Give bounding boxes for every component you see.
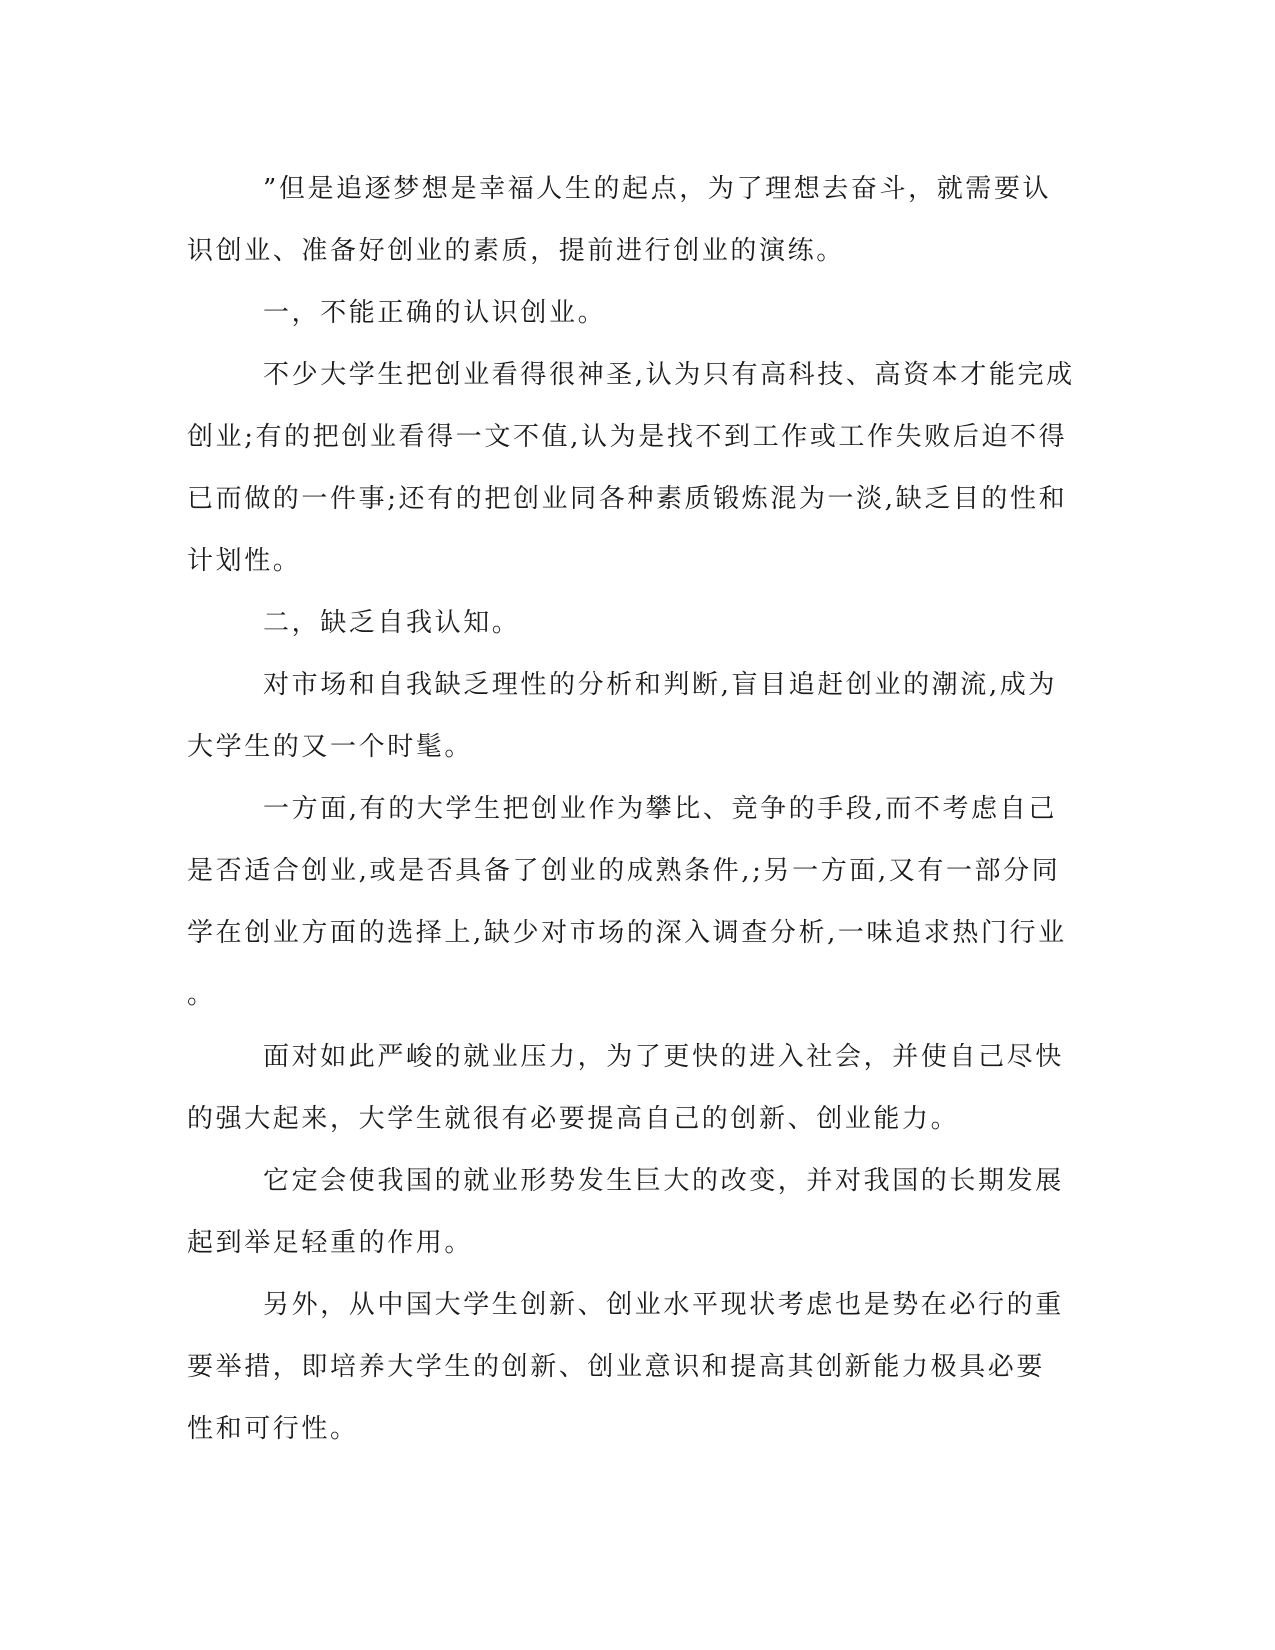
- paragraph-line: 。: [187, 980, 216, 1010]
- paragraph-line: 识创业、准备好创业的素质，提前进行创业的演练。: [187, 236, 845, 266]
- paragraph-3: [187, 344, 1075, 592]
- paragraph-7: [187, 1026, 1067, 1150]
- paragraph-line: 要举措，即培养大学生的创新、创业意识和提高其创新能力极具必要: [187, 1352, 1046, 1382]
- paragraph-line: 起到举足轻重的作用。: [187, 1228, 474, 1258]
- paragraph-line: 大学生的又一个时髦。: [187, 732, 474, 762]
- paragraph-line: 已而做的一件事;还有的把创业同各种素质锻炼混为一淡,缺乏目的性和: [187, 484, 1068, 514]
- paragraph-2-heading: [187, 282, 1067, 344]
- paragraph-line: 它定会使我国的就业形势发生巨大的改变，并对我国的长期发展: [263, 1166, 1064, 1196]
- section-heading: 二，缺乏自我认知。: [263, 608, 521, 638]
- paragraph-line: ”但是追逐梦想是幸福人生的起点，为了理想去奋斗，就需要认: [263, 174, 1052, 204]
- paragraph-1: [187, 158, 1067, 282]
- paragraph-line: 面对如此严峻的就业压力，为了更快的进入社会，并使自己尽快: [263, 1042, 1064, 1072]
- paragraph-line: 创业;有的把创业看得一文不值,认为是找不到工作或工作失败后迫不得: [187, 422, 1068, 452]
- paragraph-line: 一方面,有的大学生把创业作为攀比、竞争的手段,而不考虑自己: [263, 794, 1057, 824]
- document-body: [187, 158, 1075, 1460]
- paragraph-line: 不少大学生把创业看得很神圣,认为只有高科技、高资本才能完成: [263, 360, 1075, 390]
- paragraph-line: 是否适合创业,或是否具备了创业的成熟条件,;另一方面,又有一部分同: [187, 856, 1061, 886]
- paragraph-line: 性和可行性。: [187, 1414, 359, 1444]
- paragraph-line: 学在创业方面的选择上,缺少对市场的深入调查分析,一味追求热门行业: [187, 918, 1067, 948]
- paragraph-4-heading: [187, 592, 1067, 654]
- paragraph-line: 计划性。: [187, 546, 302, 576]
- paragraph-8: [187, 1150, 1067, 1274]
- paragraph-9: [187, 1274, 1067, 1460]
- paragraph-5: [187, 654, 1067, 778]
- paragraph-line: 对市场和自我缺乏理性的分析和判断,盲目追赶创业的潮流,成为: [263, 670, 1057, 700]
- paragraph-line: 的强大起来，大学生就很有必要提高自己的创新、创业能力。: [187, 1104, 960, 1134]
- paragraph-6: [187, 778, 1067, 1026]
- section-heading: 一，不能正确的认识创业。: [263, 298, 607, 328]
- paragraph-line: 另外，从中国大学生创新、创业水平现状考虑也是势在必行的重: [263, 1290, 1064, 1320]
